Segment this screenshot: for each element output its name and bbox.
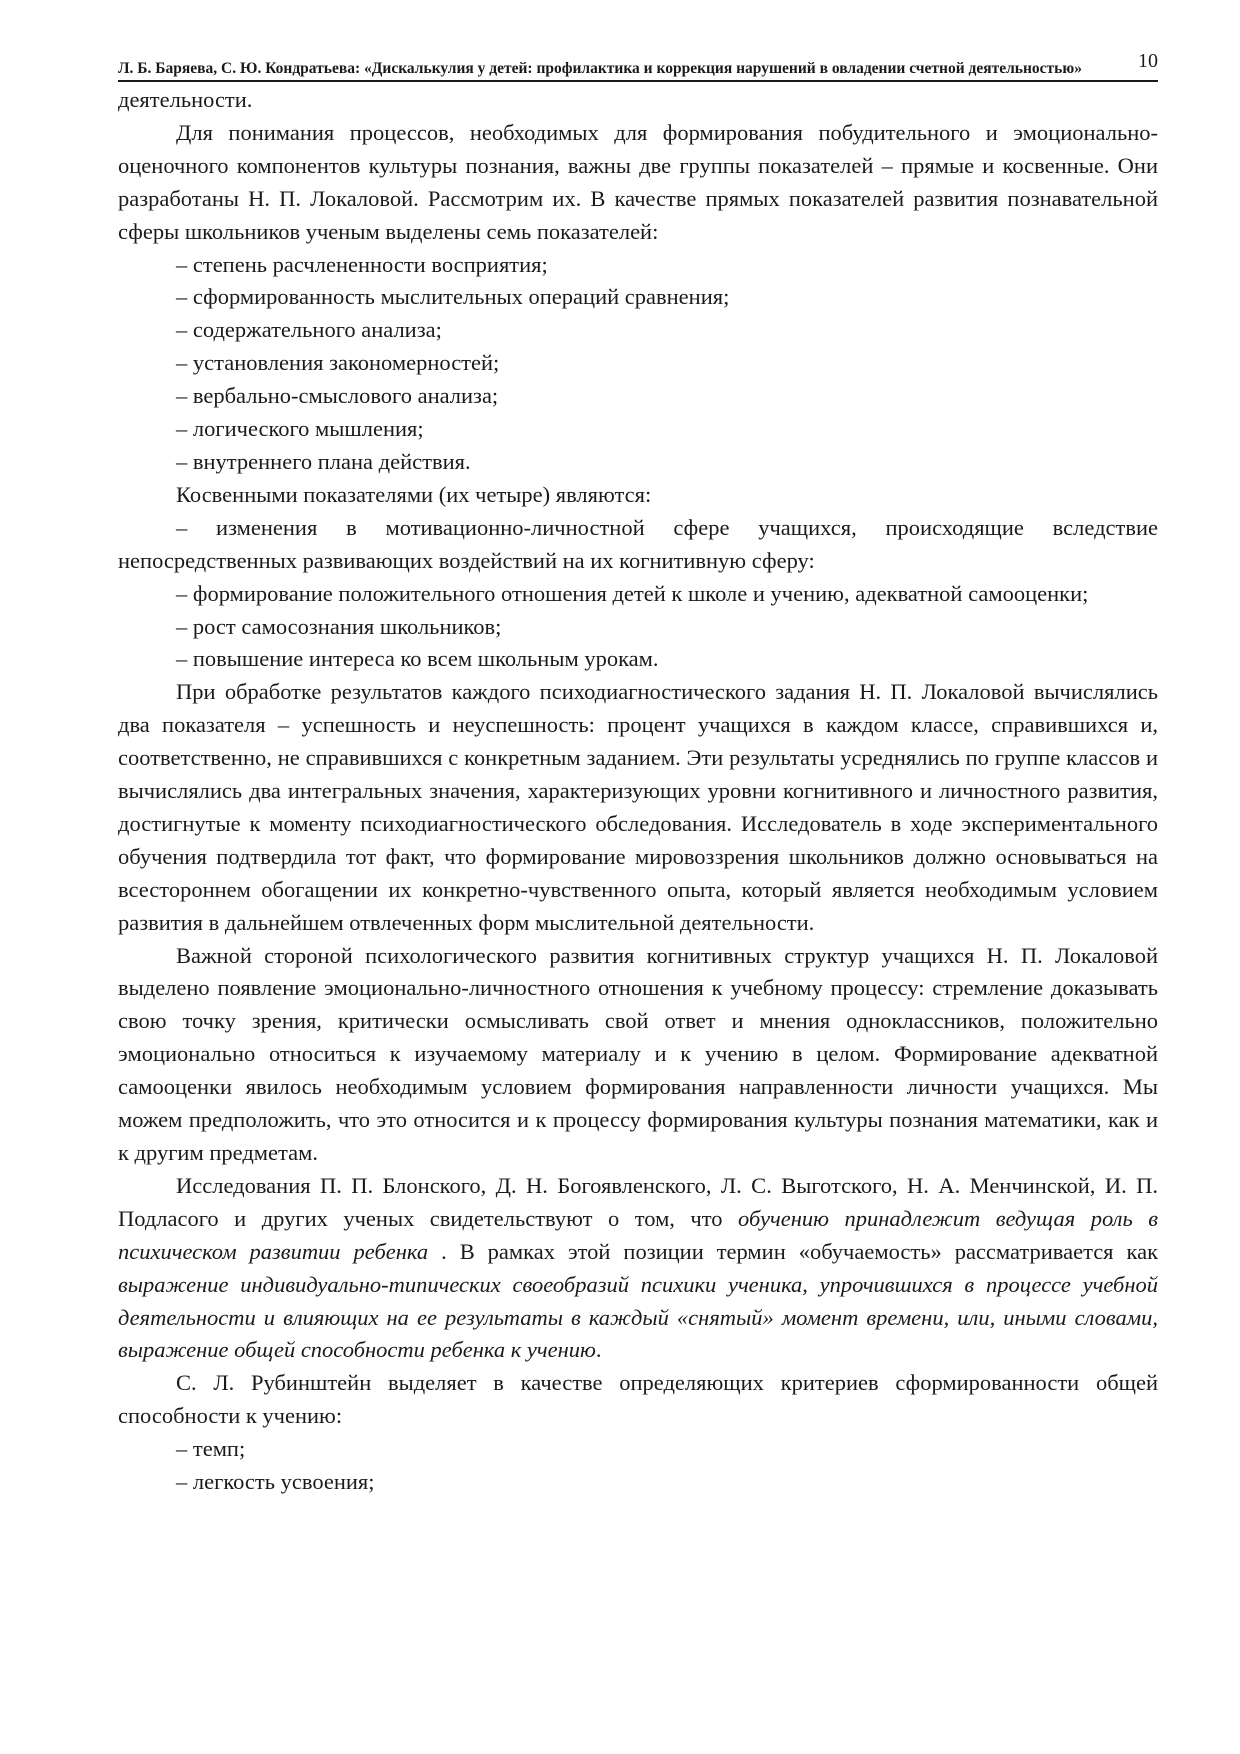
list-item: – повышение интереса ко всем школьным урокам. [176,646,659,672]
text-run: . В рамках этой позиции термин «обучаемость» рассматривается как [428,1238,1159,1264]
paragraph: С. Л. Рубинштейн выделяет в качестве определяющих критериев сформированности общей способности к учению: [118,1370,1158,1429]
running-header [118,50,1158,82]
list-item: – вербально-смыслового анализа; [176,383,499,409]
text-run: Исследования П. П. Блонского, Д. Н. Богоявленского, Л. С. Выготского, Н. А. Менчинской, И. П. Подласого и других ученых свидетельствуют о том, что [118,1172,1158,1231]
list-item: – легкость усвоения; [176,1469,375,1495]
italic-run: обучению принадлежит ведущая роль в психическом развитии ребенка [118,1205,1158,1264]
body-text [118,84,1158,1499]
list-item: – изменения в мотивационно-личностной сфере учащихся, происходящие вследствие непосредственных развивающих воздействий на их когнитивную сферу: [118,514,1158,573]
list-item: – установления закономерностей; [176,350,500,376]
list-item: – сформированность мыслительных операций сравнения; [176,284,730,310]
paragraph: Косвенными показателями (их четыре) являются: [176,481,652,507]
paragraph: Для понимания процессов, необходимых для формирования побудительного и эмоционально-оценочного компонентов культуры познания, важны две группы показателей – прямые и косвенные. Они разработаны Н. П. Локаловой. Рассмотрим их. В качестве прямых показателей развития познавательной сферы школьников ученым выделены семь показателей: [118,119,1158,244]
running-title: Л. Б. Баряева, С. Ю. Кондратьева: «Дискалькулия у детей: профилактика и коррекция нарушений в овладении счетной деятельностью» [118,60,1082,77]
document-page [118,48,1158,1499]
paragraph: При обработке результатов каждого психодиагностического задания Н. П. Локаловой вычислялись два показателя – успешность и неуспешность: процент учащихся в каждом классе, справившихся и, соответственно, не справившихся с конкретным заданием. Эти результаты усреднялись по группе классов и вычислялись два интегральных значения, характеризующих уровни когнитивного и личностного развития, достигнутые к моменту психодиагностического обследования. Исследователь в ходе экспериментального обучения подтвердила тот факт, что формирование мировоззрения школьников должно основываться на всестороннем обогащении их конкретно-чувственного опыта, который является необходимым условием развития в дальнейшем отвлеченных форм мыслительной деятельности. [118,679,1158,935]
list-item: – логического мышления; [176,416,424,442]
italic-run: выражение индивидуально-типических своеобразий психики ученика, упрочившихся в процессе учебной деятельности и влияющих на ее результаты в каждый «снятый» момент времени, или, иными словами, выражение общей способности ребенка к учению [118,1271,1158,1363]
page-number: 10 [1138,50,1158,72]
list-item: – степень расчлененности восприятия; [176,251,548,277]
paragraph-mixed [118,1170,1158,1367]
text-run: . [595,1337,602,1363]
list-item: – рост самосознания школьников; [176,613,502,639]
list-item: – содержательного анализа; [176,317,442,343]
list-item: – темп; [176,1436,246,1462]
list-item: – формирование положительного отношения детей к школе и учению, адекватной самооценки; [176,580,1089,606]
list-item: – внутреннего плана действия. [176,448,471,474]
paragraph-continuation: деятельности. [118,87,253,112]
paragraph: Важной стороной психологического развития когнитивных структур учащихся Н. П. Локаловой выделено появление эмоционально-личностного отношения к учебному процессу: стремление доказывать свою точку зрения, критически осмысливать свой ответ и мнения одноклассников, положительно эмоционально относиться к изучаемому материалу и к учению в целом. Формирование адекватной самооценки явилось необходимым условием формирования направленности личности учащихся. Мы можем предположить, что это относится и к процессу формирования культуры познания математики, как и к другим предметам. [118,942,1158,1165]
